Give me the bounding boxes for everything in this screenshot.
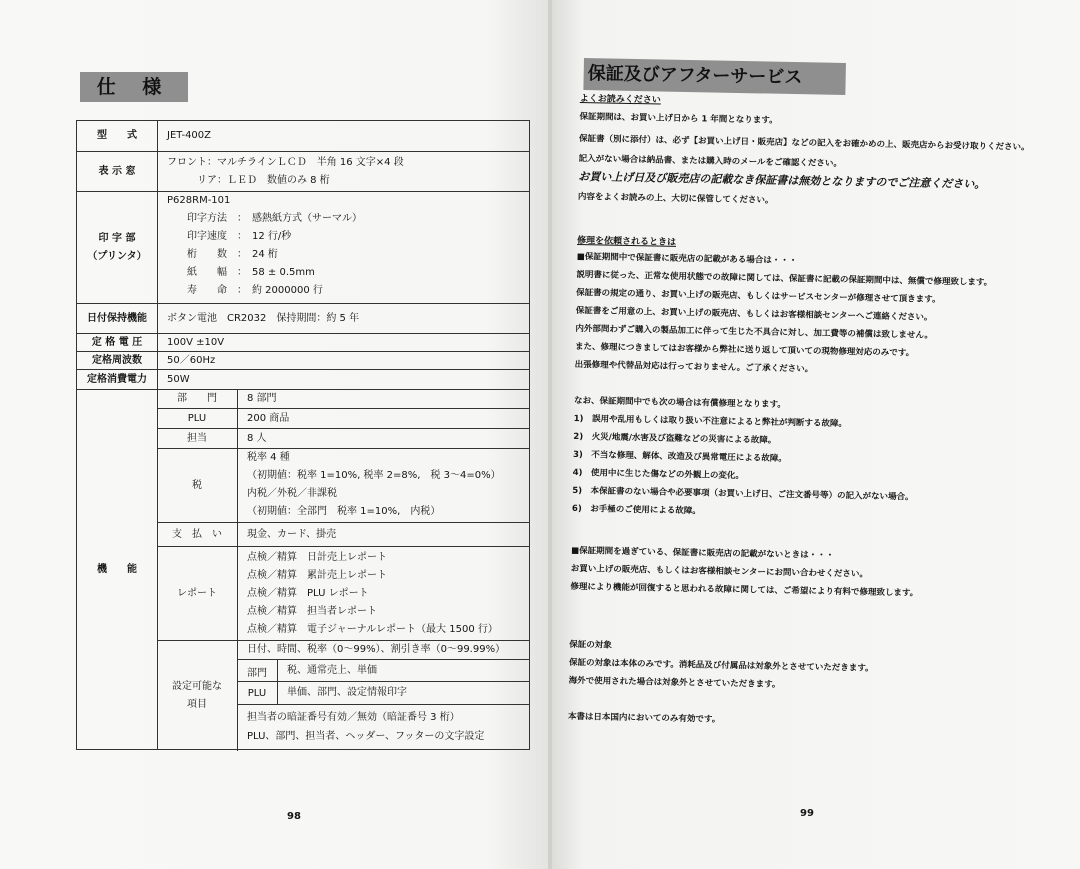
label-functions: 機 能	[77, 390, 158, 750]
text-line: 保証書（別に添付）は、必ず【お買い上げ日・販売店】などの記入をお確かめの上、販売店からお受け取りください。	[578, 133, 1030, 153]
label-frequency: 定格周波数	[77, 352, 158, 370]
row-printer	[77, 191, 529, 304]
text-line: 説明書に従った、正常な使用状態での故障に関しては、保証書に記載の保証期間中は、無償で修理致します。	[576, 269, 993, 288]
func-report: レポート 点検／精算 日計売上レポート 点検／精算 累計売上レポート 点検／精算 PLU レポート 点検／精算 担当者レポート 点検／精算 電子ジャーナルレポート（最大 1500 行）	[157, 546, 529, 641]
list-item: 6) お手極のご使用による故障。	[571, 503, 701, 517]
text-line: お買い上げの販売店、もしくはお客様相談センターにお問い合わせください。	[570, 563, 869, 580]
settings-line1: 日付、時間、税率（0～99%）、割引き率（0～99.99%）	[247, 644, 506, 655]
text-line: ■保証期間を過ぎている、保証書に販売店の記載がないときは・・・	[571, 545, 835, 561]
text-line: また、修理につきましてはお客様から弊社に送り返して頂いての現物修理対応のみです。	[574, 341, 915, 359]
value-power: 50W	[167, 374, 190, 385]
value-frequency: 50／60Hz	[167, 355, 216, 366]
text-line: 修理により機能が回復すると思われる故障に関しては、ご希望により有料で修理致します。	[570, 581, 919, 599]
label-display: 表 示 窓	[77, 152, 158, 192]
func-plu: PLU 200 商品	[157, 408, 529, 429]
text-line: 保証書をご用意の上、お買い上げの販売店、もしくはお客様相談センターへご連絡ください。	[575, 305, 933, 323]
list-item: 3) 不当な修理、解体、改造及び異常電圧による故障。	[572, 449, 787, 465]
row-functions	[77, 389, 529, 750]
row-voltage	[77, 333, 529, 352]
list-item: 4) 使用中に生じた傷などの外観上の変化。	[572, 467, 745, 482]
label-voltage: 定 格 電 圧	[77, 334, 158, 352]
func-settings: 設定可能な 項目 日付、時間、税率（0～99%）、割引き率（0～99.99%） 部門 税、通常売上、単価 PLU 単価、部門、設定情報印字 担当者の暗証番号有効／無効（暗証番号 3 桁） PLU、部門、担当者、ヘッダー、フッターの文字設定	[157, 640, 529, 751]
list-item: 1) 誤用や乱用もしくは取り扱い不注意によると弊社が判断する故障。	[573, 413, 848, 430]
row-date-keep	[77, 303, 529, 334]
list-item: 2) 火災/地震/水害及び盗難などの災害による故障。	[573, 431, 777, 446]
row-display	[77, 151, 529, 192]
value-voltage: 100V ±10V	[167, 337, 225, 348]
text-line: なお、保証期間中でも次の場合は有償修理となります。	[573, 395, 786, 411]
text-line: ■保証期間中で保証書に販売店の記載がある場合は・・・	[576, 251, 798, 267]
func-staff: 担当 8 人	[157, 428, 529, 449]
printer-item-paper: 紙 幅 ： 58 ± 0.5mm	[187, 267, 315, 278]
warranty-title: 保証及びアフターサービス	[583, 58, 846, 95]
warning-line: お買い上げ日及び販売店の記載なき保証書は無効となりますのでご注意ください。	[578, 169, 986, 191]
text-line: 本書は日本国内においてのみ有効です。	[567, 711, 721, 725]
display-front: フロント：マルチラインＬＣＤ 半角 16 文字×4 段	[167, 157, 404, 168]
text-line: 内外部問わずご購入の製品加工に伴って生じた不具合に対し、加工費等の補償は致しません。	[575, 323, 933, 341]
printer-item-life: 寿 命 ： 約 2000000 行	[187, 285, 323, 296]
warranty-scope-heading: 保証の対象	[569, 639, 612, 651]
label-printer: 印 字 部 （プリンタ）	[77, 192, 158, 304]
spec-table	[76, 120, 530, 750]
text-line: 保証期間は、お買い上げ日から 1 年間となります。	[579, 111, 778, 126]
text-line: 記入がない場合は納品書、または購入時のメールをご確認ください。	[578, 153, 843, 170]
text-line: 出張修理や代替品対応は行っておりません。ご了承ください。	[574, 359, 814, 375]
settings-line3: PLU、部門、担当者、ヘッダー、フッターの文字設定	[247, 731, 485, 742]
label-model: 型 式	[77, 121, 158, 151]
text-line: 内容をよくお読みの上、大切に保管してください。	[577, 191, 774, 206]
printer-model: P628RM-101	[167, 195, 231, 206]
text-line: 海外で使用された場合は対象外とさせていただきます。	[568, 675, 781, 690]
label-date-keep: 日付保持機能	[77, 304, 158, 334]
printer-item-method: 印字方法 ： 感熱紙方式（サーマル）	[187, 213, 362, 224]
row-frequency	[77, 351, 529, 370]
page-right	[552, 0, 1080, 869]
page-number-left: 98	[287, 811, 301, 822]
row-power	[77, 369, 529, 390]
value-model: JET-400Z	[167, 130, 212, 141]
display-rear: リア：ＬＥＤ 数値のみ 8 桁	[197, 175, 330, 186]
printer-item-columns: 桁 数 ： 24 桁	[187, 249, 278, 260]
page-number-right: 99	[800, 808, 814, 819]
text-line: 保証書の規定の通り、お買い上げの販売店、もしくはサービスセンターが修理させて頂きます。	[576, 287, 941, 305]
repair-request-heading: 修理を依頼されるときは	[577, 235, 677, 248]
list-item: 5) 本保証書のない場合や必要事項（お買い上げ日、ご注文番号等）の記入がない場合。	[572, 485, 914, 503]
settings-line2: 担当者の暗証番号有効／無効（暗証番号 3 桁）	[247, 712, 460, 723]
settings-plu: PLU 単価、部門、設定情報印字	[237, 681, 529, 705]
value-date-keep: ボタン電池 CR2032 保持期間：約 5 年	[167, 313, 360, 324]
spec-title: 仕 様	[80, 72, 188, 102]
printer-item-speed: 印字速度 ： 12 行/秒	[187, 231, 292, 242]
func-payment: 支 払 い 現金、カード、掛売	[157, 522, 529, 547]
func-tax: 税 税率 4 種 （初期値：税率 1=10%, 税率 2=8%, 税 3～4=0%） 内税／外税／非課税 （初期値：全部門 税率 1=10%, 内税）	[157, 448, 529, 523]
label-power: 定格消費電力	[77, 370, 158, 390]
row-model	[77, 121, 529, 151]
func-department: 部 門 8 部門	[157, 390, 529, 408]
settings-dept: 部門 税、通常売上、単価	[237, 659, 529, 682]
read-carefully-heading: よくお読みください	[579, 93, 661, 106]
text-line: 保証の対象は本体のみです。消耗品及び付属品は対象外とさせていただきます。	[568, 657, 874, 674]
